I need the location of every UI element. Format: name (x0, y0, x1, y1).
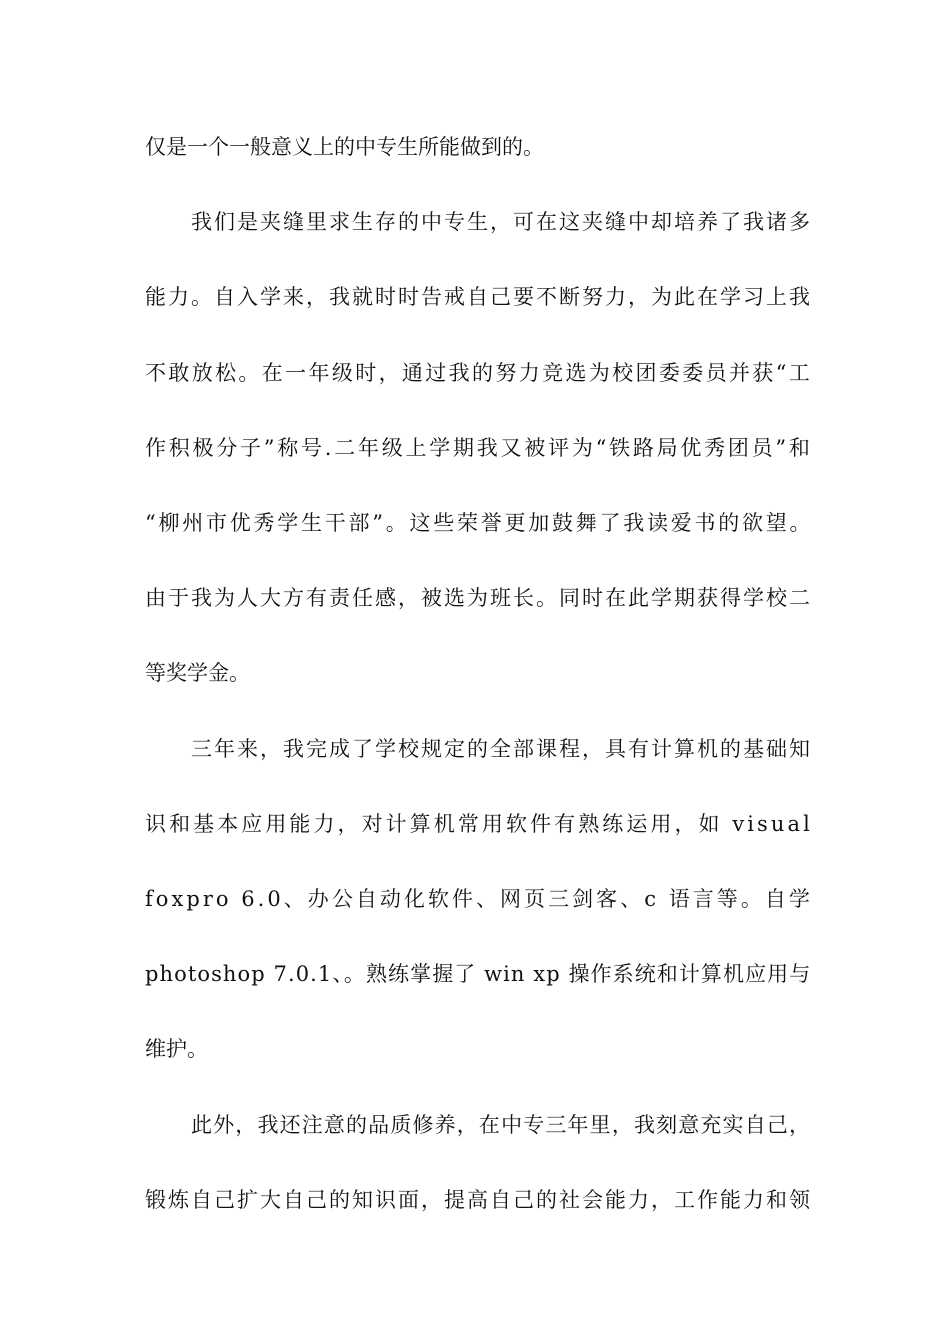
text-line: 仅是一个一般意义上的中专生所能做到的。 (145, 135, 544, 159)
text-line: 能力。自入学来，我就时时告戒自己要不断努力，为此在学习上我 (145, 285, 812, 310)
text-line: 三年来，我完成了学校规定的全部课程，具有计算机的基础知 (191, 736, 812, 761)
text-line: foxpro 6.0、办公自动化软件、网页三剑客、c 语言等。自学 (145, 887, 813, 911)
text-line: 我们是夹缝里求生存的中专生，可在这夹缝中却培养了我诸多 (191, 210, 812, 235)
text-line: 等奖学金。 (145, 661, 250, 686)
text-line: 由于我为人大方有责任感，被选为班长。同时在此学期获得学校二 (145, 586, 812, 611)
text-line: 作积极分子”称号.二年级上学期我又被评为“铁路局优秀团员”和 (145, 435, 813, 460)
text-line: 此外，我还注意的品质修养，在中专三年里，我刻意充实自己， (191, 1112, 812, 1137)
text-line: 识和基本应用能力，对计算机常用软件有熟练运用，如 visual (145, 811, 813, 836)
text-line: “柳州市优秀学生干部”。这些荣誉更加鼓舞了我读爱书的欲望。 (145, 511, 814, 535)
text-line: 维护。 (145, 1037, 208, 1062)
text-line: photoshop 7.0.1、。熟练掌握了 win xp 操作系统和计算机应用与 (145, 962, 812, 987)
text-line: 锻炼自己扩大自己的知识面，提高自己的社会能力，工作能力和领 (145, 1187, 812, 1212)
text-line: 不敢放松。在一年级时，通过我的努力竞选为校团委委员并获“工 (145, 360, 813, 385)
